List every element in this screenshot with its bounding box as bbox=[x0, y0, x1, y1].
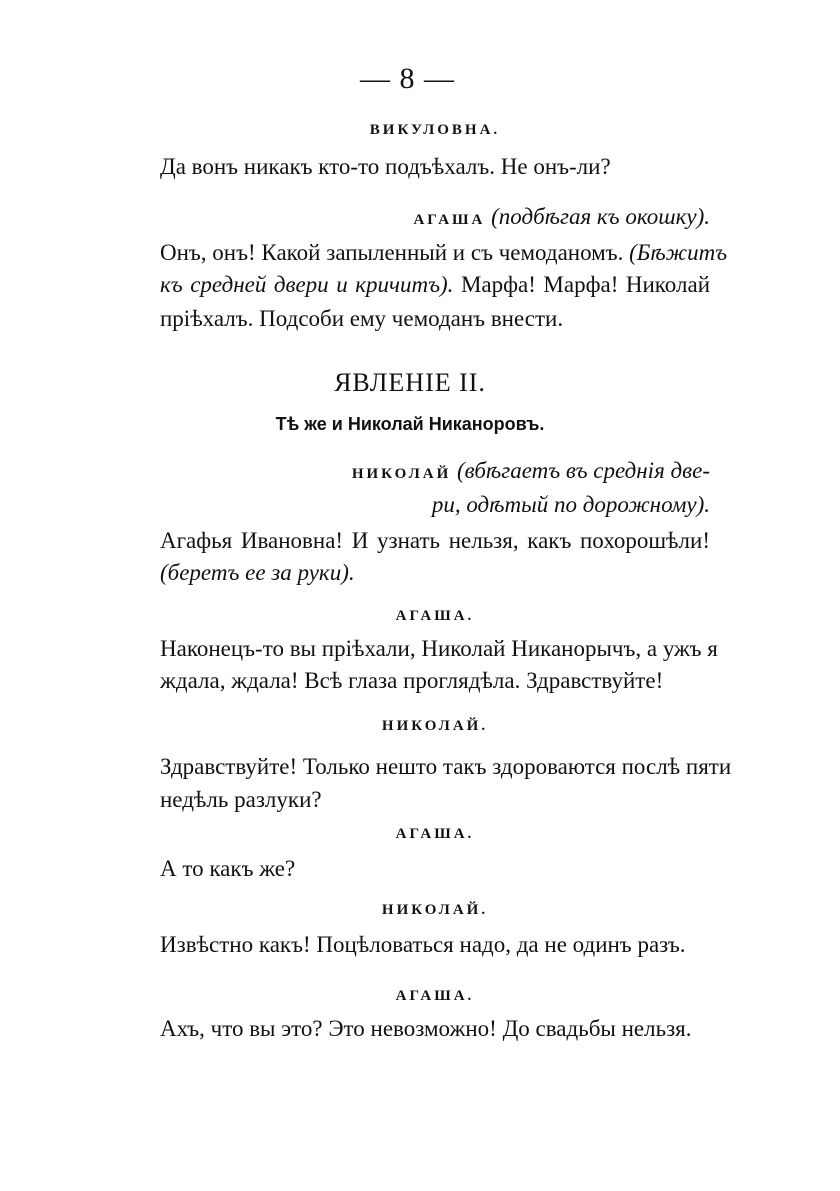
dialogue-text: Онъ, онъ! Какой запыленный и съ чемоданомъ. bbox=[160, 240, 624, 265]
speaker-nikolai: НИКОЛАЙ. bbox=[381, 718, 489, 734]
page-number: — 8 — bbox=[360, 62, 455, 95]
stage-direction: къ средней двери и кричитъ). bbox=[160, 272, 454, 297]
dialogue-line bbox=[160, 268, 710, 302]
speaker-name: АГАША bbox=[413, 212, 486, 228]
dialogue-line: ждала, ждала! Всѣ глаза проглядѣла. Здравствуйте! bbox=[160, 668, 664, 693]
speaker-agasha: АГАША. bbox=[395, 608, 475, 624]
scene-title: ЯВЛЕНІЕ II. bbox=[334, 368, 486, 397]
scene-cast: Тѣ же и Николай Никаноровъ. bbox=[275, 414, 545, 434]
speaker-nikolai: НИКОЛАЙ. bbox=[381, 902, 489, 918]
dialogue-line: Агафья Ивановна! И узнать нельзя, какъ похорошѣли! bbox=[160, 528, 710, 553]
dialogue-line: пріѣхалъ. Подсоби ему чемоданъ внести. bbox=[160, 306, 564, 331]
stage-direction: (подбѣгая къ окошку). bbox=[491, 204, 710, 229]
stage-direction: (Бѣжитъ bbox=[629, 240, 728, 265]
dialogue-line: Здравствуйте! Только нешто такъ здороваются послѣ пяти bbox=[160, 754, 732, 779]
speaker-agasha: АГАША. bbox=[395, 826, 475, 842]
stage-direction: (вбѣгаетъ въ среднія две- bbox=[457, 458, 710, 483]
dialogue-line bbox=[160, 236, 728, 270]
dialogue-line: Ахъ, что вы это? Это невозможно! До свадьбы нельзя. bbox=[160, 1016, 692, 1041]
stage-cue-nikolai-cont bbox=[432, 488, 710, 522]
stage-cue-agasha bbox=[413, 200, 710, 237]
stage-direction: (беретъ ее за руки). bbox=[160, 560, 355, 585]
dialogue-line: Извѣстно какъ! Поцѣловаться надо, да не одинъ разъ. bbox=[160, 932, 686, 957]
dialogue-line: недѣль разлуки? bbox=[160, 787, 322, 812]
dialogue-line: Да вонъ никакъ кто-то подъѣхалъ. Не онъ-ли? bbox=[160, 154, 611, 179]
dialogue-line: Наконецъ-то вы пріѣхали, Николай Никанорычъ, а ужъ я bbox=[160, 636, 718, 661]
speaker-agasha: АГАША. bbox=[395, 988, 475, 1004]
stage-direction: ри, одѣтый по дорожному). bbox=[431, 492, 710, 517]
dialogue-text: Марфа! Марфа! Николай bbox=[460, 272, 711, 297]
stage-cue-nikolai bbox=[352, 454, 710, 491]
dialogue-line: А то какъ же? bbox=[160, 856, 296, 881]
speaker-vikulovna: ВИКУЛОВНА. bbox=[369, 122, 501, 138]
speaker-name: НИКОЛАЙ bbox=[351, 466, 452, 482]
